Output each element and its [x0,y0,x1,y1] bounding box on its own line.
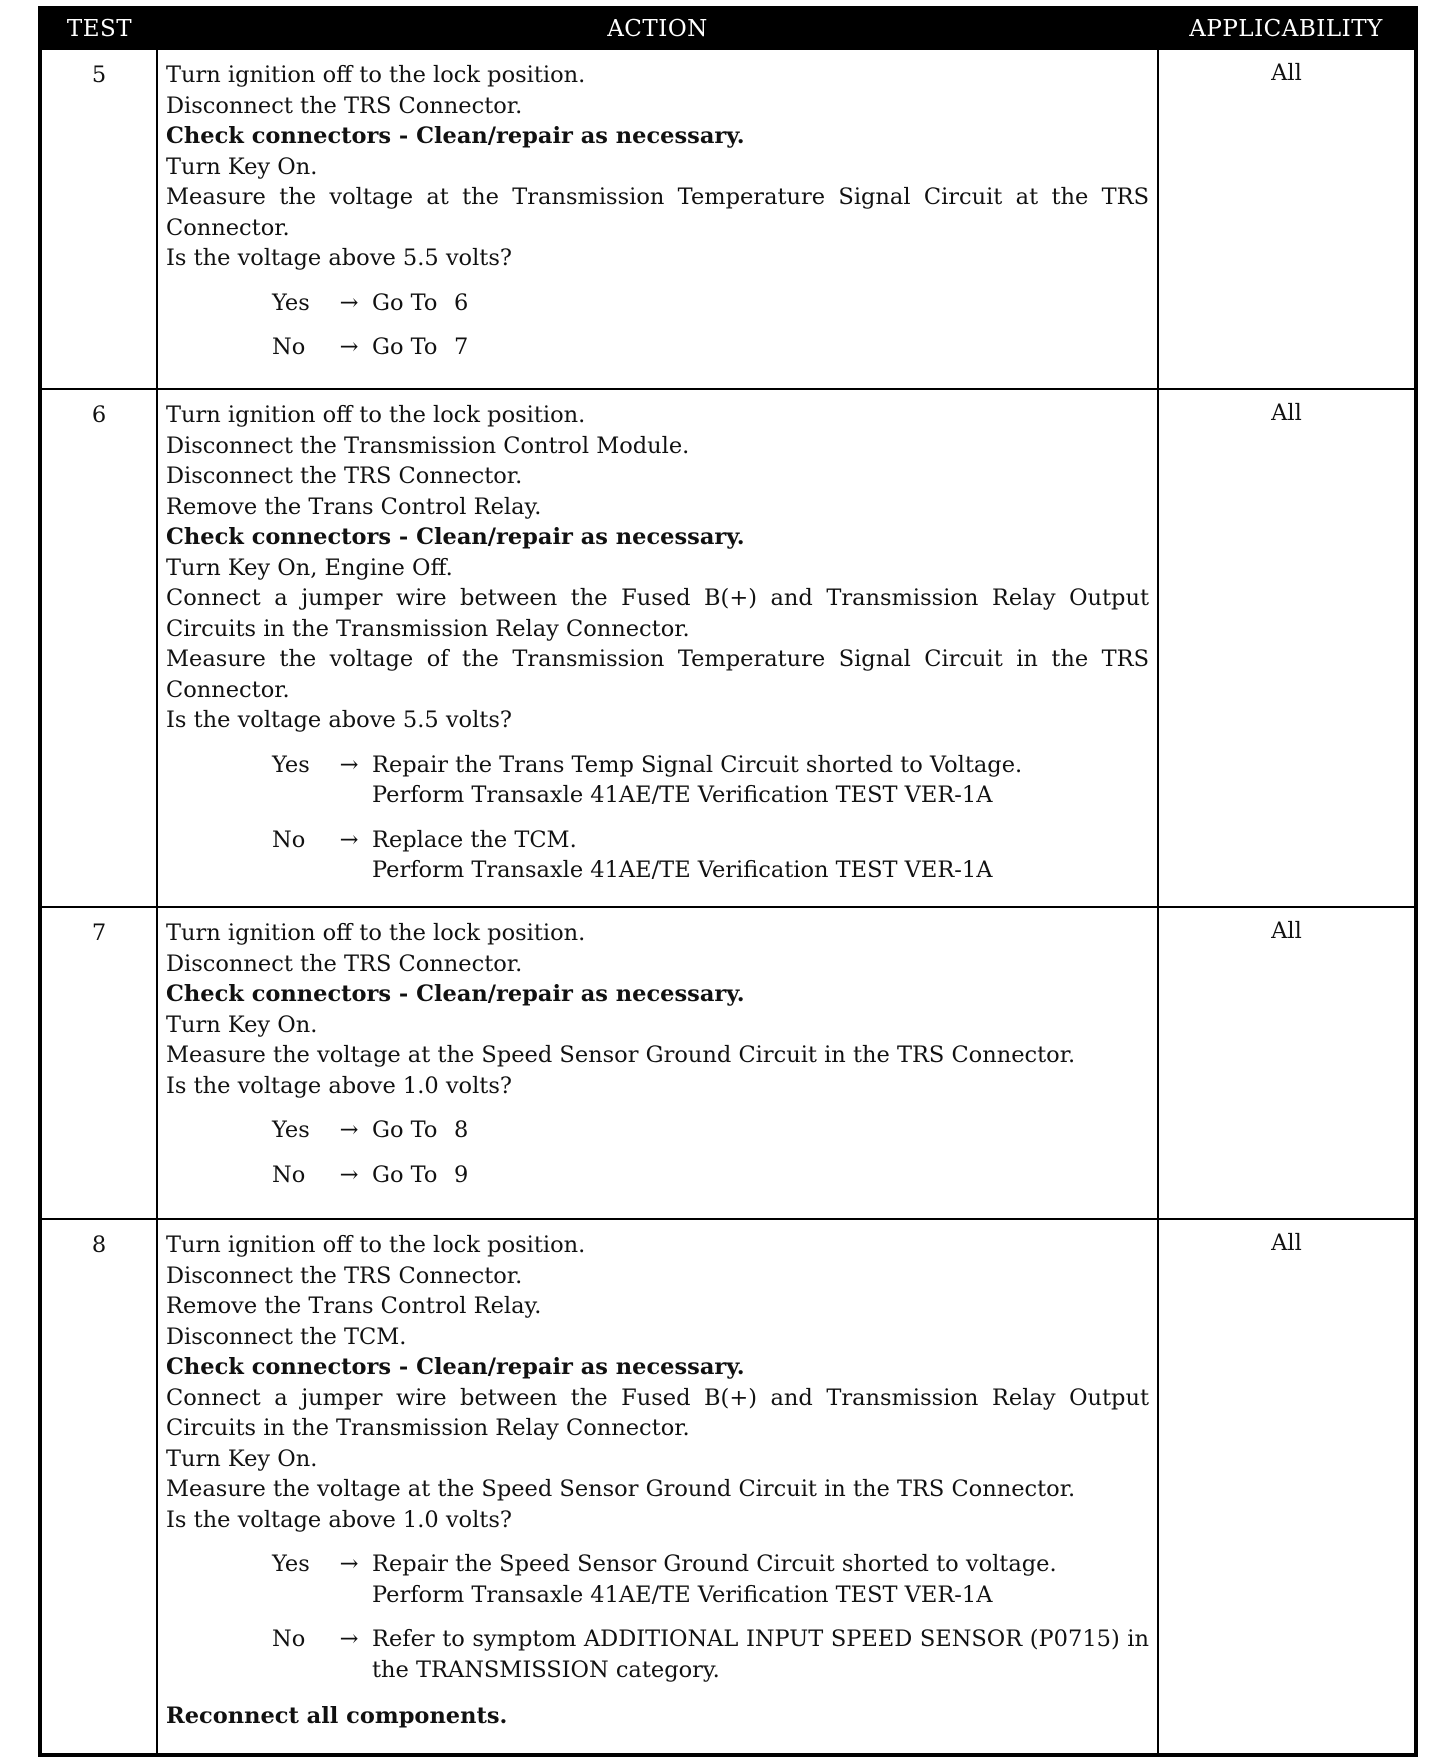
yes-branch [272,750,1149,811]
action-cell [157,1219,1158,1755]
arrow-icon: → [339,334,359,360]
step-line: Measure the voltage at the Transmission Temperature Signal Circuit at the TRS Connector. [166,184,1149,241]
yes-branch [272,1549,1149,1610]
test-number: 8 [40,1219,157,1755]
arrow-icon: → [339,1626,359,1652]
goto-target: 8 [454,1117,469,1143]
applicability: All [1158,49,1416,389]
step-line: Disconnect the TRS Connector. [166,92,523,119]
step-line-bold: Check connectors - Clean/repair as necessary. [166,981,745,1007]
action-cell [157,907,1158,1219]
step-line: Connect a jumper wire between the Fused B(+) and Transmission Relay Output Circuits in the Transmission Relay Connector. [166,1384,1149,1441]
goto-label: Go To [372,289,438,316]
step-line: Turn ignition off to the lock position. [166,62,586,88]
goto-target: 7 [454,334,469,360]
yes-label: Yes [272,1551,310,1577]
result-text: Perform Transaxle 41AE/TE Verification TEST VER-1A [372,1581,993,1608]
result-text: Repair the Trans Temp Signal Circuit shorted to Voltage. [372,751,1023,778]
step-line: Connect a jumper wire between the Fused B(+) and Transmission Relay Output Circuits in the Transmission Relay Connector. [166,585,1149,642]
yes-branch [272,1115,1149,1146]
table-row [40,49,1416,389]
arrow-icon: → [339,1551,359,1577]
question-line: Is the voltage above 1.0 volts? [166,1072,512,1099]
header-applicability: APPLICABILITY [1158,8,1416,49]
result-text: Perform Transaxle 41AE/TE Verification TEST VER-1A [372,782,993,808]
table-row [40,907,1416,1219]
applicability: All [1158,907,1416,1219]
arrow-icon: → [339,1161,359,1188]
question-line: Is the voltage above 5.5 volts? [166,245,512,271]
step-line-bold: Check connectors - Clean/repair as necessary. [166,524,745,550]
step-line: Remove the Trans Control Relay. [166,1293,542,1319]
test-number: 6 [40,389,157,907]
goto-label: Go To [372,1161,438,1188]
result-text: Replace the TCM. [372,826,577,853]
test-number: 5 [40,49,157,389]
question-line: Is the voltage above 5.5 volts? [166,707,512,733]
step-line-bold: Check connectors - Clean/repair as necessary. [166,123,745,149]
table-header-row [40,8,1416,49]
yes-branch [272,288,1149,319]
step-line: Turn ignition off to the lock position. [166,1232,586,1258]
result-text: Refer to symptom ADDITIONAL INPUT SPEED SENSOR (P0715) in the TRANSMISSION category. [372,1626,1149,1683]
step-line: Measure the voltage at the Speed Sensor Ground Circuit in the TRS Connector. [166,1042,1076,1068]
test-number: 7 [40,907,157,1219]
step-line: Measure the voltage of the Transmission Temperature Signal Circuit in the TRS Connector. [166,646,1149,703]
step-line: Disconnect the TRS Connector. [166,463,523,489]
result-text: Repair the Speed Sensor Ground Circuit shorted to voltage. [372,1551,1057,1577]
diagnostic-test-table [38,6,1418,1757]
table-row [40,389,1416,907]
arrow-icon: → [339,289,359,316]
arrow-icon: → [339,751,359,778]
action-cell [157,49,1158,389]
applicability: All [1158,1219,1416,1755]
step-line-bold: Check connectors - Clean/repair as necessary. [166,1354,745,1380]
step-line: Disconnect the TRS Connector. [166,1262,523,1289]
no-label: No [272,826,306,853]
goto-label: Go To [372,1117,438,1143]
step-line: Turn Key On. [166,153,318,180]
action-cell [157,389,1158,907]
yes-label: Yes [272,751,310,778]
table-row [40,1219,1416,1755]
applicability: All [1158,389,1416,907]
goto-label: Go To [372,334,438,360]
header-test: TEST [40,8,157,49]
no-label: No [272,334,306,360]
no-branch [272,825,1149,886]
arrow-icon: → [339,826,359,853]
no-branch [272,1624,1149,1685]
no-branch [272,332,1149,363]
diagnostic-page [38,6,1414,1757]
header-action: ACTION [157,8,1158,49]
step-line: Turn Key On. [166,1445,318,1472]
reconnect-note: Reconnect all components. [166,1703,508,1729]
no-branch [272,1160,1149,1191]
step-line: Turn Key On. [166,1011,318,1038]
step-line: Measure the voltage at the Speed Sensor Ground Circuit in the TRS Connector. [166,1476,1076,1502]
step-line: Turn Key On, Engine Off. [166,554,453,581]
step-line: Disconnect the TRS Connector. [166,950,523,977]
goto-target: 9 [454,1161,469,1188]
no-label: No [272,1161,306,1188]
result-text: Perform Transaxle 41AE/TE Verification TEST VER-1A [372,857,993,883]
goto-target: 6 [454,289,469,316]
no-label: No [272,1626,306,1652]
yes-label: Yes [272,289,310,316]
step-line: Disconnect the TCM. [166,1323,407,1350]
arrow-icon: → [339,1117,359,1143]
step-line: Remove the Trans Control Relay. [166,493,542,520]
step-line: Disconnect the Transmission Control Module. [166,432,690,459]
yes-label: Yes [272,1117,310,1143]
question-line: Is the voltage above 1.0 volts? [166,1506,512,1533]
step-line: Turn ignition off to the lock position. [166,402,586,428]
step-line: Turn ignition off to the lock position. [166,920,586,946]
